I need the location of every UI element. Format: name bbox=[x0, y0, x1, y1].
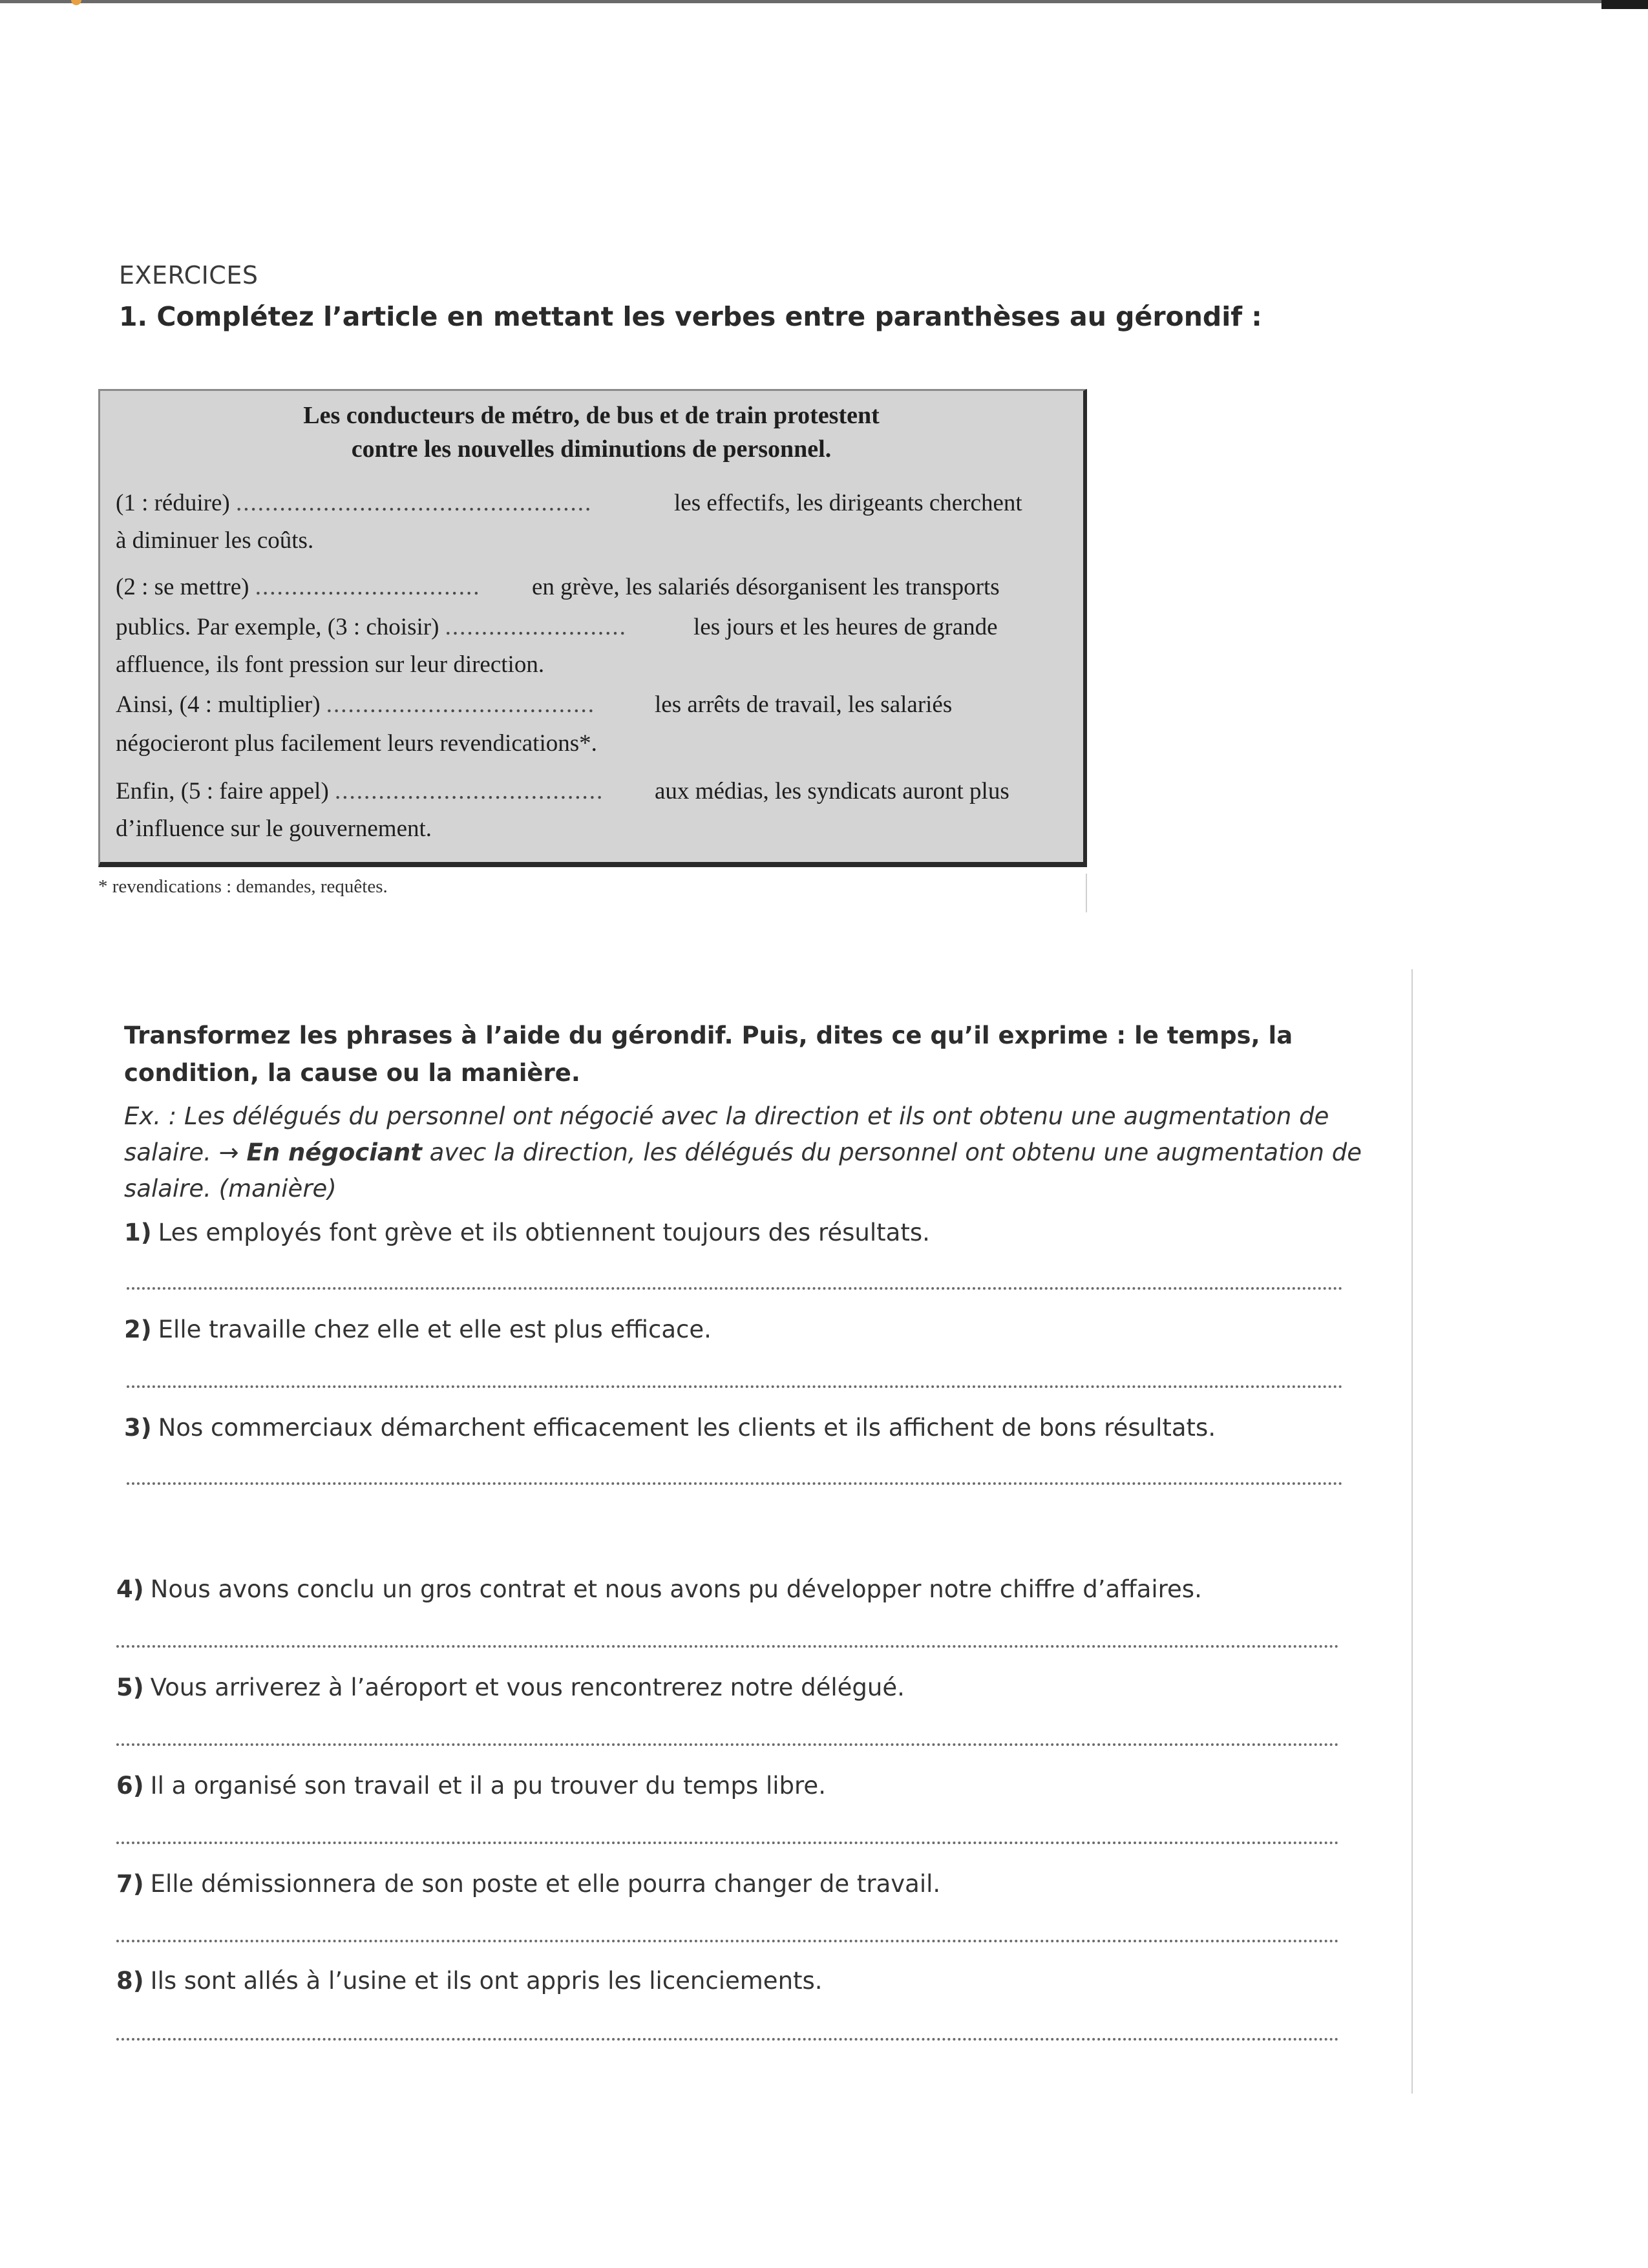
scan-mark bbox=[71, 0, 81, 5]
blank-1-label: (1 : réduire) bbox=[116, 490, 230, 516]
scan-box-tail bbox=[1086, 874, 1087, 912]
article-line-6-end: les arrêts de travail, les salariés bbox=[655, 691, 953, 718]
article-line-8 bbox=[116, 777, 604, 805]
blank-1[interactable]: ................................................. bbox=[235, 490, 593, 516]
answer-line-8[interactable] bbox=[116, 2038, 1339, 2041]
article-line-1-end: les effectifs, les dirigeants cherchent bbox=[674, 490, 1022, 516]
answer-line-7[interactable] bbox=[116, 1940, 1339, 1942]
question-number: 1) bbox=[124, 1219, 152, 1246]
question-3 bbox=[124, 1414, 1216, 1442]
article-line-5: affluence, ils font pression sur leur direction. bbox=[116, 651, 545, 678]
article-title bbox=[100, 399, 1083, 466]
question-text: Elle travaille chez elle et elle est plus efficace. bbox=[158, 1316, 712, 1343]
blank-4[interactable]: ..................................... bbox=[326, 691, 596, 718]
question-text: Nous avons conclu un gros contrat et nous avons pu développer notre chiffre d’affaires. bbox=[150, 1575, 1202, 1603]
article-line-3-end: en grève, les salariés désorganisent les transports bbox=[532, 574, 1000, 600]
question-text: Il a organisé son travail et il a pu trouver du temps libre. bbox=[150, 1772, 826, 1800]
question-8 bbox=[116, 1967, 823, 1995]
blank-5-label: Enfin, (5 : faire appel) bbox=[116, 778, 329, 804]
question-7 bbox=[116, 1870, 940, 1898]
article-line-9: d’influence sur le gouvernement. bbox=[116, 815, 432, 842]
example-prefix: Ex. : Les délégués du personnel ont négocié avec la direction et ils ont obtenu une augmentation de salaire. → bbox=[124, 1102, 1329, 1166]
exercise-2-instruction: Transformez les phrases à l’aide du gérondif. Puis, dites ce qu’il exprime : le temps, la condition, la cause ou la manière. bbox=[124, 1022, 1293, 1087]
answer-line-3[interactable] bbox=[127, 1482, 1343, 1485]
article-line-1 bbox=[116, 489, 592, 517]
question-5 bbox=[116, 1674, 905, 1701]
question-number: 4) bbox=[116, 1575, 144, 1603]
question-2 bbox=[124, 1316, 712, 1343]
scan-edge-corner bbox=[1601, 0, 1648, 9]
article-title-line-1: Les conducteurs de métro, de bus et de train protestent bbox=[303, 402, 880, 429]
question-text: Les employés font grève et ils obtiennent toujours des résultats. bbox=[158, 1219, 930, 1246]
article-line-8-end: aux médias, les syndicats auront plus bbox=[655, 778, 1009, 804]
article-line-6 bbox=[116, 691, 595, 719]
question-number: 2) bbox=[124, 1316, 152, 1343]
question-6 bbox=[116, 1772, 826, 1800]
blank-3-label: publics. Par exemple, (3 : choisir) bbox=[116, 614, 439, 640]
blank-4-label: Ainsi, (4 : multiplier) bbox=[116, 691, 321, 718]
article-title-line-2: contre les nouvelles diminutions de personnel. bbox=[351, 436, 832, 463]
scan-margin-line bbox=[1411, 969, 1413, 2094]
article-line-4 bbox=[116, 613, 627, 641]
question-text: Elle démissionnera de son poste et elle pourra changer de travail. bbox=[150, 1870, 941, 1898]
answer-line-6[interactable] bbox=[116, 1842, 1339, 1844]
question-4 bbox=[116, 1575, 1202, 1603]
question-number: 7) bbox=[116, 1870, 144, 1898]
question-text: Vous arriverez à l’aéroport et vous rencontrerez notre délégué. bbox=[150, 1674, 905, 1701]
exercise-2-example bbox=[124, 1098, 1365, 1207]
footnote: * revendications : demandes, requêtes. bbox=[98, 876, 388, 897]
exercise-1-title: 1. Complétez l’article en mettant les verbes entre paranthèses au gérondif : bbox=[119, 301, 1262, 332]
article-line-7: négocieront plus facilement leurs revendications*. bbox=[116, 730, 597, 757]
question-number: 8) bbox=[116, 1967, 144, 1995]
article-line-4-end: les jours et les heures de grande bbox=[693, 614, 998, 640]
answer-line-4[interactable] bbox=[116, 1645, 1339, 1648]
exercises-heading: EXERCICES bbox=[119, 261, 259, 289]
example-bold: En négociant bbox=[246, 1139, 422, 1166]
blank-2[interactable]: ............................... bbox=[255, 574, 481, 600]
answer-line-5[interactable] bbox=[116, 1743, 1339, 1746]
blank-5[interactable]: ..................................... bbox=[335, 778, 604, 804]
article-line-2: à diminuer les coûts. bbox=[116, 527, 314, 554]
blank-3[interactable]: ......................... bbox=[445, 614, 627, 640]
question-1 bbox=[124, 1219, 930, 1246]
article-line-3 bbox=[116, 573, 481, 601]
blank-2-label: (2 : se mettre) bbox=[116, 574, 249, 600]
example-suffix: avec la direction, les délégués du personnel ont obtenu une augmentation de salaire. (manière) bbox=[124, 1139, 1362, 1202]
question-number: 3) bbox=[124, 1414, 152, 1442]
question-text: Ils sont allés à l’usine et ils ont appris les licenciements. bbox=[150, 1967, 823, 1995]
answer-line-1[interactable] bbox=[127, 1287, 1343, 1290]
scan-edge-top bbox=[0, 0, 1648, 3]
question-number: 5) bbox=[116, 1674, 144, 1701]
question-text: Nos commerciaux démarchent efficacement les clients et ils affichent de bons résultats. bbox=[158, 1414, 1216, 1442]
answer-line-2[interactable] bbox=[127, 1385, 1343, 1388]
article-box bbox=[98, 389, 1087, 867]
question-number: 6) bbox=[116, 1772, 144, 1800]
